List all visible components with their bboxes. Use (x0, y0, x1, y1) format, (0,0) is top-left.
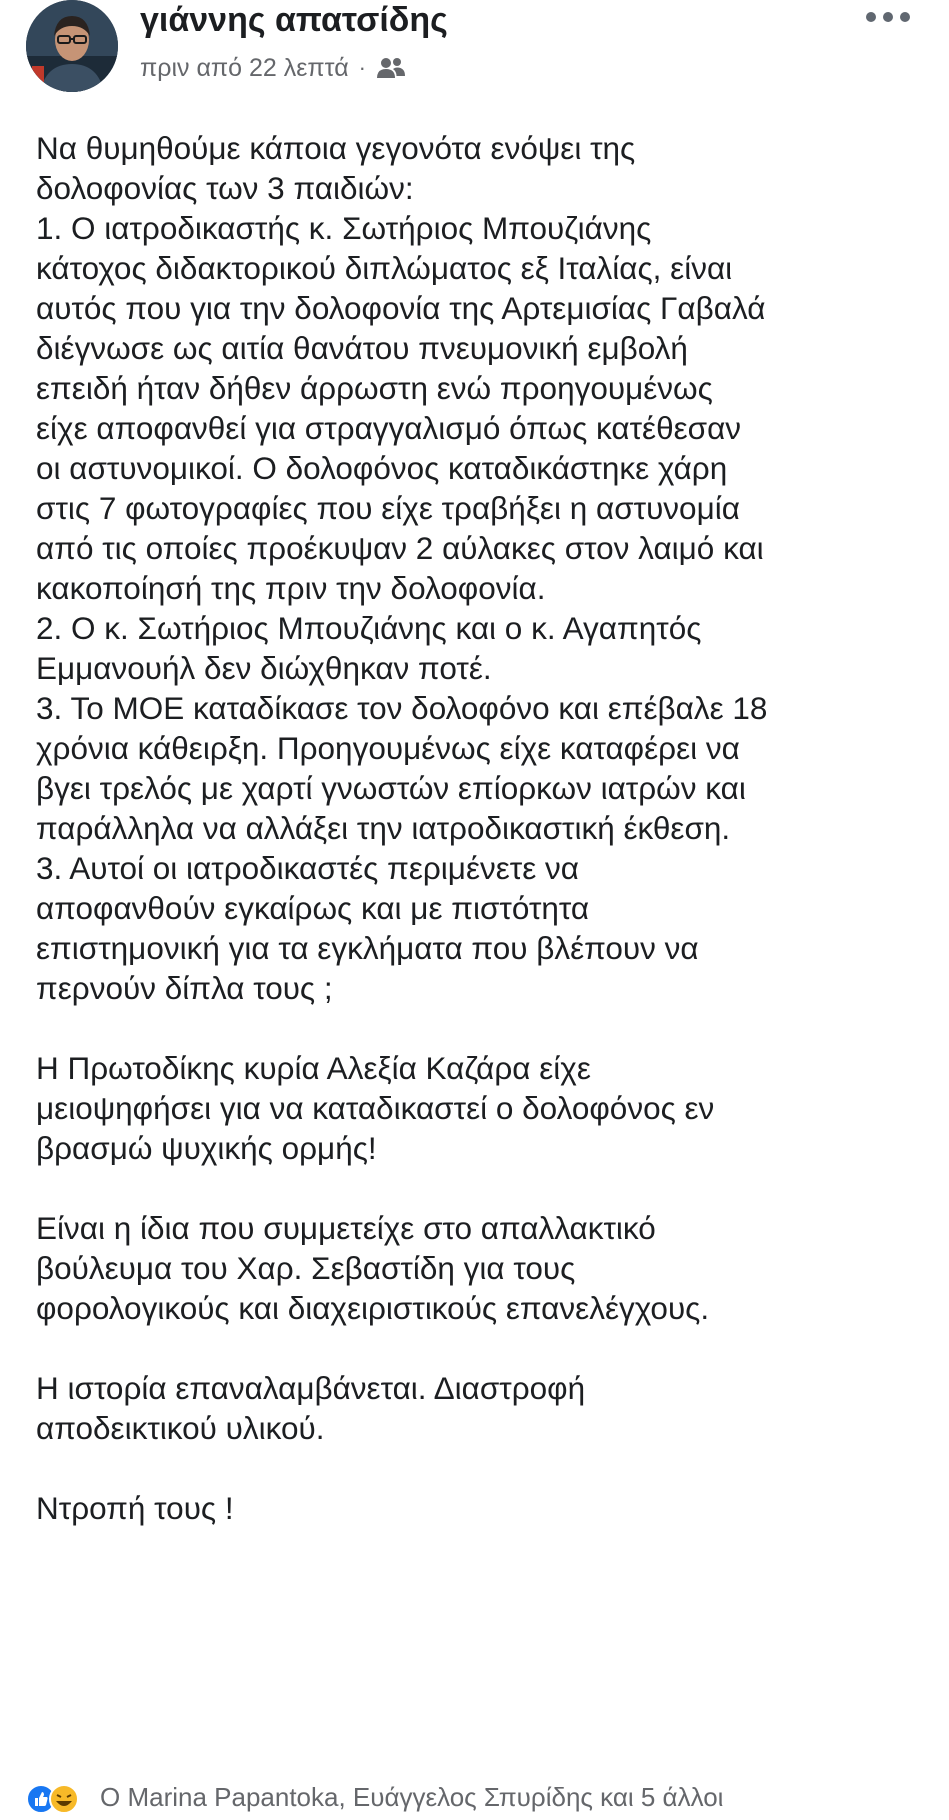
more-dots-icon (865, 11, 911, 23)
post-line: κακοποίησή της πριν την δολοφονία. (36, 570, 546, 606)
post-line-blank (36, 1008, 926, 1048)
post-line-blank (36, 1168, 926, 1208)
reactions-row[interactable] (0, 1780, 949, 1820)
post-line: 2. Ο κ. Σωτήριος Μπουζιάνης και ο κ. Αγαπητός (36, 610, 702, 646)
post-line: διέγνωσε ως αιτία θανάτου πνευμονική εμβολή (36, 330, 688, 366)
post-line: αυτός που για την δολοφονία της Αρτεμισίας Γαβαλά (36, 290, 766, 326)
post-line: οι αστυνομικοί. Ο δολοφόνος καταδικάστηκε χάρη (36, 450, 728, 486)
reaction-summary[interactable]: Ο Marina Papantoka, Ευάγγελος Σπυρίδης και 5 άλλοι (100, 1782, 724, 1812)
post-line: αποφανθούν εγκαίρως και με πιστότητα (36, 890, 590, 926)
post-line: 3. Αυτοί οι ιατροδικαστές περιμένετε να (36, 850, 579, 886)
post-line: βρασμώ ψυχικής ορμής! (36, 1130, 377, 1166)
post-line: χρόνια κάθειρξη. Προηγουμένως είχε καταφέρει να (36, 730, 740, 766)
post-line: μειοψηφήσει για να καταδικαστεί ο δολοφόνος εν (36, 1090, 715, 1126)
author-avatar[interactable] (26, 0, 118, 92)
post-text (36, 128, 926, 1528)
reaction-icons (26, 1784, 86, 1814)
post-line: κάτοχος διδακτορικού διπλώματος εξ Ιταλίας, είναι (36, 250, 733, 286)
author-name[interactable]: γιάννης απατσίδης (140, 1, 448, 39)
post-line: περνούν δίπλα τους ; (36, 970, 333, 1006)
post-line: βγει τρελός με χαρτί γνωστών επίορκων ιατρών και (36, 770, 746, 806)
post-line-blank (36, 1448, 926, 1488)
post-line: αποδεικτικού υλικού. (36, 1410, 325, 1446)
post-line: Η Πρωτοδίκης κυρία Αλεξία Καζάρα είχε (36, 1050, 591, 1086)
more-options-button[interactable] (858, 0, 918, 34)
post-line: Η ιστορία επαναλαμβάνεται. Διαστροφή (36, 1370, 586, 1406)
friends-icon[interactable] (376, 56, 406, 80)
post-line: Εμμανουήλ δεν διώχθηκαν ποτέ. (36, 650, 492, 686)
post-line: Ντροπή τους ! (36, 1490, 234, 1526)
post-line-blank (36, 1328, 926, 1368)
post-line: βούλευμα του Χαρ. Σεβαστίδη για τους (36, 1250, 576, 1286)
post-header (0, 0, 949, 110)
post-line: παράλληλα να αλλάξει την ιατροδικαστική έκθεση. (36, 810, 731, 846)
post-line: φορολογικούς και διαχειριστικούς επανελέγχους. (36, 1290, 710, 1326)
post-meta (140, 52, 406, 84)
post-line: Να θυμηθούμε κάποια γεγονότα ενόψει της (36, 130, 636, 166)
post-timestamp[interactable]: πριν από 22 λεπτά (140, 53, 349, 82)
post-line: Είναι η ίδια που συμμετείχε στο απαλλακτικό (36, 1210, 656, 1246)
post-line: δολοφονίας των 3 παιδιών: (36, 170, 414, 206)
post-line: επειδή ήταν δήθεν άρρωστη ενώ προηγουμένως (36, 370, 713, 406)
post-line: στις 7 φωτογραφίες που είχε τραβήξει η αστυνομία (36, 490, 740, 526)
post-line: είχε αποφανθεί για στραγγαλισμό όπως κατέθεσαν (36, 410, 742, 446)
post-line: 3. Το ΜΟΕ καταδίκασε τον δολοφόνο και επέβαλε 18 (36, 690, 768, 726)
post-line: από τις οποίες προέκυψαν 2 αύλακες στον λαιμό και (36, 530, 764, 566)
haha-icon (50, 1785, 78, 1813)
post-line: 1. Ο ιατροδικαστής κ. Σωτήριος Μπουζιάνης (36, 210, 652, 246)
meta-separator: · (358, 55, 366, 80)
post-line: επιστημονική για τα εγκλήματα που βλέπουν να (36, 930, 699, 966)
